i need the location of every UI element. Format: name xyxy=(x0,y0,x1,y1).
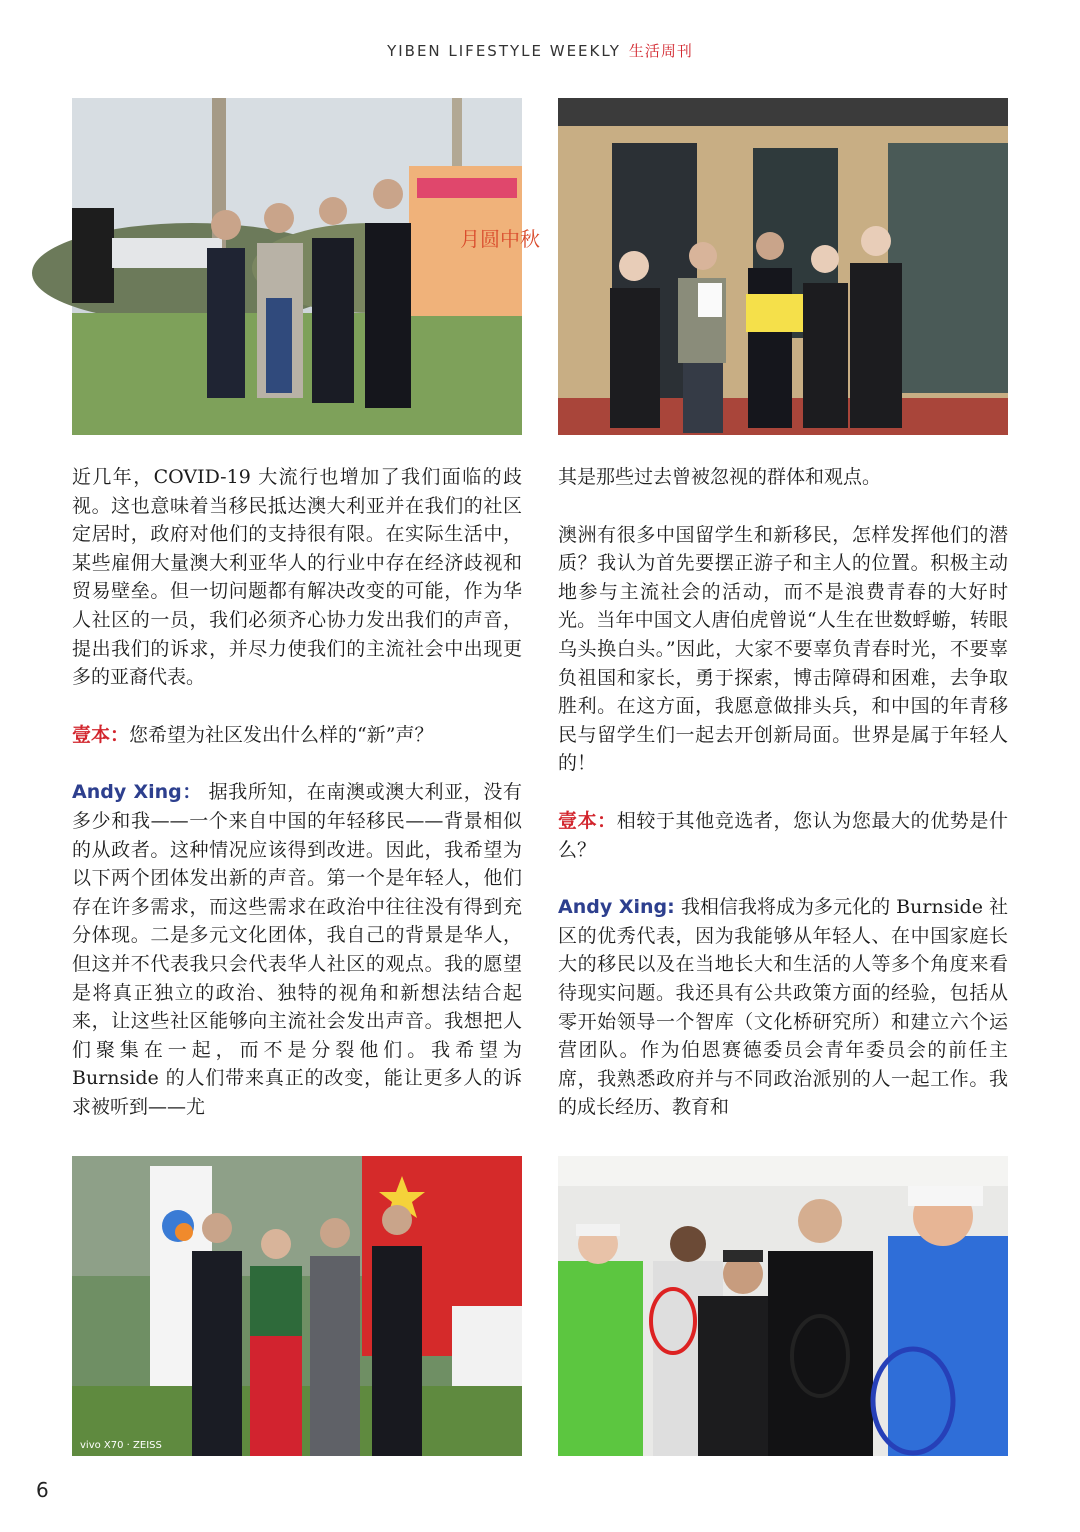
right-paragraph-1: 其是那些过去曾被忽视的群体和观点。 xyxy=(558,466,882,488)
question-label: 壹本： xyxy=(72,723,130,746)
answer-label: Andy Xing： xyxy=(72,781,202,804)
question-text: 相较于其他竞选者，您认为您最大的优势是什么？ xyxy=(558,809,1008,861)
photo-group-tennis xyxy=(558,1156,1008,1456)
left-question xyxy=(72,721,522,750)
answer-text: 我相信我将成为多元化的 Burnside 社区的优秀代表，因为我能够从年轻人、在中国家庭长大的移民以及在当地长大和生活的人等多个角度来看待现实问题。我还具有公共政策方面的经验，包括从零开始领导一个智库（文化桥研究所）和建立六个运营团队。作为伯恩赛德委员会青年委员会的前任主席，我熟悉政府并与不同政治派别的人一起工作。我的成长经历、教育和 xyxy=(558,896,1008,1119)
photo-group-outdoor-festival xyxy=(72,98,540,435)
banner-text: 月圆中秋 xyxy=(460,227,540,251)
right-question xyxy=(558,807,1008,864)
question-label: 壹本： xyxy=(558,809,617,832)
answer-label: Andy Xing: xyxy=(558,896,675,919)
photo-group-certificate xyxy=(558,98,1008,435)
question-text: 您希望为社区发出什么样的“新”声？ xyxy=(129,723,434,746)
right-answer xyxy=(558,893,1008,1122)
camera-watermark: vivo X70 · ZEISS xyxy=(80,1440,162,1451)
magazine-header xyxy=(0,40,1080,61)
left-text-column xyxy=(72,463,522,1150)
header-title-en: YIBEN LIFESTYLE WEEKLY xyxy=(387,42,621,60)
header-title-cn: 生活周刊 xyxy=(628,42,693,60)
left-paragraph-1: 近几年，COVID-19 大流行也增加了我们面临的歧视。这也意味着当移民抵达澳大利亚并在我们的社区定居时，政府对他们的支持很有限。在实际生活中，某些雇佣大量澳大利亚华人的行业中存在经济歧视和贸易壁垒。但一切问题都有解决改变的可能，作为华人社区的一员，我们必须齐心协力发出我们的声音，提出我们的诉求，并尽力使我们的主流社会中出现更多的亚裔代表。 xyxy=(72,466,522,689)
left-answer xyxy=(72,778,522,1121)
page-number: 6 xyxy=(36,1478,49,1502)
photo-group-flag xyxy=(72,1156,522,1456)
right-paragraph-2: 澳洲有很多中国留学生和新移民，怎样发挥他们的潜质？我认为首先要摆正游子和主人的位置。积极主动地参与主流社会的活动，而不是浪费青春的大好时光。当年中国文人唐伯虎曾说“人生在世数蜉蝣，转眼乌头换白头。”因此，大家不要辜负青春时光，不要辜负祖国和家长，勇于探索，博击障碍和困难，去争取胜利。在这方面，我愿意做排头兵，和中国的年青移民与留学生们一起去开创新局面。世界是属于年轻人的！ xyxy=(558,523,1008,775)
right-text-column xyxy=(558,463,1008,1151)
answer-text: 据我所知，在南澳或澳大利亚，没有多少和我——一个来自中国的年轻移民——背景相似的从政者。这种情况应该得到改进。因此，我希望为以下两个团体发出新的声音。第一个是年轻人，他们存在许多需求，而这些需求在政治中往往没有得到充分体现。二是多元文化团体，我自己的背景是华人，但这并不代表我只会代表华人社区的观点。我的愿望是将真正独立的政治、独特的视角和新想法结合起来，让这些社区能够向主流社会发出声音。我想把人们聚集在一起，而不是分裂他们。我希望为 Burnside 的人们带来真正的改变，能让更多人的诉求被听到——尤 xyxy=(72,781,522,1118)
